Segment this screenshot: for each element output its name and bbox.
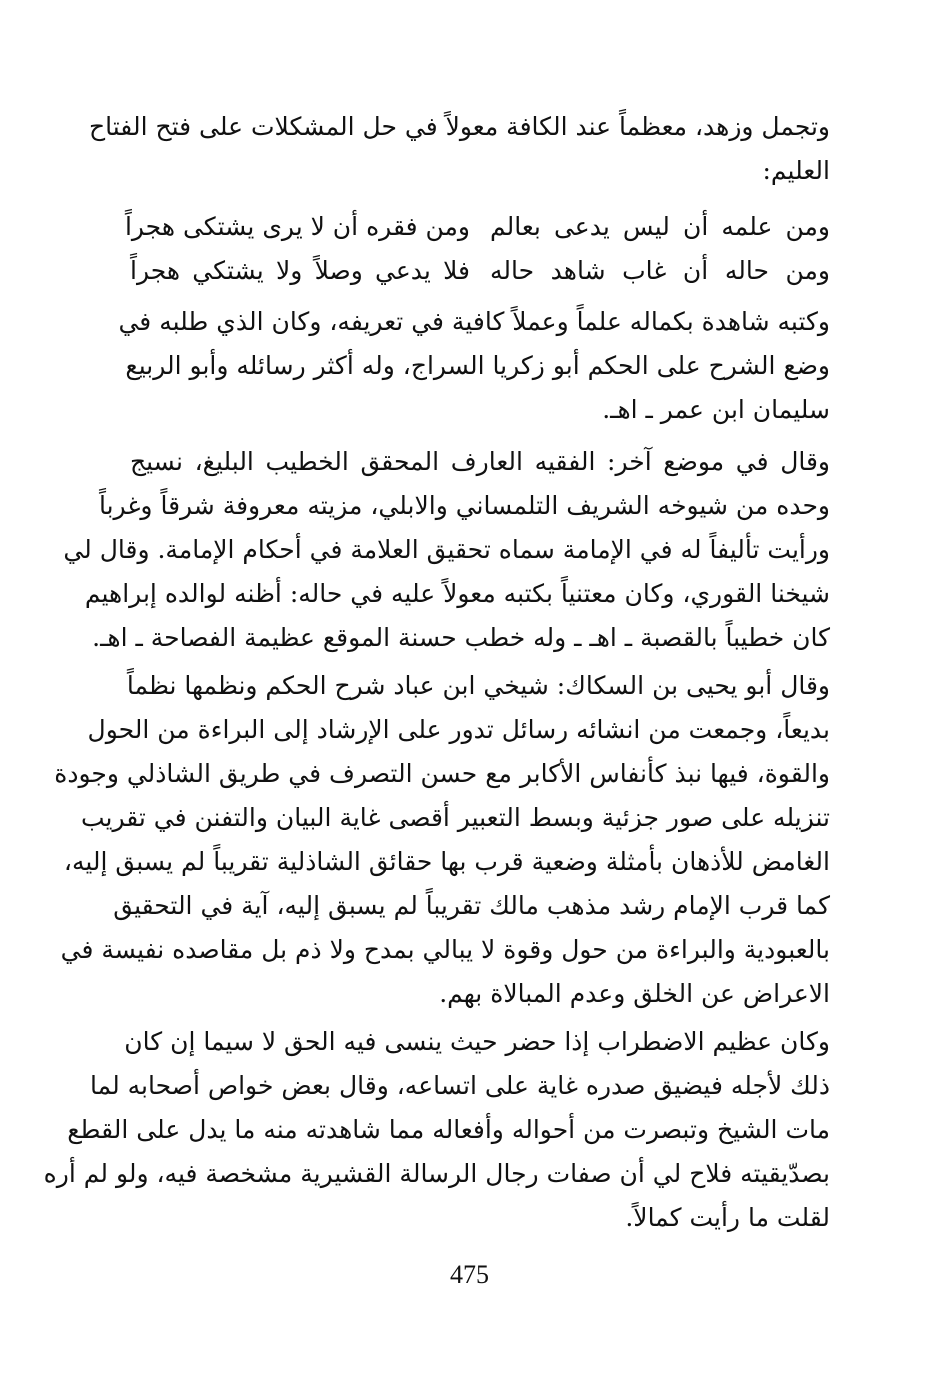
opening-paragraph — [89, 105, 830, 193]
verse-first-hemistich: ومن حاله أن غاب شاهد حاله — [490, 256, 830, 285]
verse-second-hemistich: ومن فقره أن لا يرى يشتكى هجراً — [124, 212, 470, 241]
text-line: شيخنا القوري، وكان معتنياً بكتبه معولاً عليه في حاله: أظنه لوالده إبراهيم — [84, 579, 830, 608]
text-line: وقال أبو يحيى بن السكاك: شيخي ابن عباد شرح الحكم ونظمها نظماً — [126, 671, 830, 700]
text-line: وتجمل وزهد، معظماً عند الكافة معولاً في حل المشكلات على فتح الفتاح — [89, 112, 830, 141]
text-line: الاعراض عن الخلق وعدم المبالاة بهم. — [439, 979, 830, 1008]
paragraph — [43, 1020, 830, 1240]
text-line: مات الشيخ وتبصرت من أحواله وأفعاله مما شاهدته منه ما يدل على القطع — [67, 1115, 830, 1144]
text-line: كان خطيباً بالقصبة ـ اهـ ـ وله خطب حسنة الموقع عظيمة الفصاحة ـ اهـ. — [92, 623, 830, 652]
text-line: بصدّيقيته فلاح لي أن صفات رجال الرسالة القشيرية مشخصة فيه، ولو لم أره — [43, 1159, 830, 1188]
text-line: ذلك لأجله فيضيق صدره غاية على اتساعه، وقال بعض خواص أصحابه لما — [90, 1071, 830, 1100]
poem — [124, 205, 830, 293]
text-line: وقال في موضع آخر: الفقيه العارف المحقق الخطيب البليغ، نسيج — [130, 447, 830, 476]
text-line: بديعاً، وجمعت من انشائه رسائل تدور على الإرشاد إلى البراءة من الحول — [87, 715, 830, 744]
poem-verse — [130, 249, 830, 293]
poem-verse — [124, 205, 830, 249]
paragraph — [118, 300, 830, 432]
text-line: وحده من شيوخه الشريف التلمساني والابلي، مزيته معروفة شرقاً وغرباً — [98, 491, 830, 520]
text-line: العليم: — [762, 156, 830, 185]
verse-first-hemistich: ومن علمه أن ليس يدعى بعالم — [490, 212, 830, 241]
paragraph — [63, 440, 830, 660]
verse-second-hemistich: فلا يدعي وصلاً ولا يشتكي هجراً — [130, 256, 470, 285]
text-line: الغامض للأذهان بأمثلة وضعية قرب بها حقائق الشاذلية تقريباً لم يسبق إليه، — [63, 847, 830, 876]
text-line: لقلت ما رأيت كمالاً. — [625, 1203, 830, 1232]
text-line: وكتبه شاهدة بكماله علماً وعملاً كافية في تعريفه، وكان الذي طلبه في — [118, 307, 830, 336]
text-line: بالعبودية والبراءة من حول وقوة لا يبالي بمدح ولا ذم بل مقاصده نفيسة في — [60, 935, 830, 964]
text-line: تنزيله على صور جزئية وبسط التعبير أقصى غاية البيان والتفنن في تقريب — [80, 803, 830, 832]
text-line: والقوة، فيها نبذ كأنفاس الأكابر مع حسن التصرف في طريق الشاذلي وجودة — [54, 759, 830, 788]
paragraph — [54, 664, 830, 1016]
page-number: 475 — [450, 1260, 489, 1289]
text-line: ورأيت تأليفاً له في الإمامة سماه تحقيق العلامة في أحكام الإمامة. وقال لي — [63, 535, 830, 564]
text-line: سليمان ابن عمر ـ اهـ. — [602, 395, 830, 424]
text-line: كما قرب الإمام رشد مذهب مالك تقريباً لم يسبق إليه، آية في التحقيق — [113, 891, 830, 920]
text-line: وكان عظيم الاضطراب إذا حضر حيث ينسى فيه الحق لا سيما إن كان — [124, 1027, 830, 1056]
text-line: وضع الشرح على الحكم أبو زكريا السراج، وله أكثر رسائله وأبو الربيع — [125, 351, 830, 380]
